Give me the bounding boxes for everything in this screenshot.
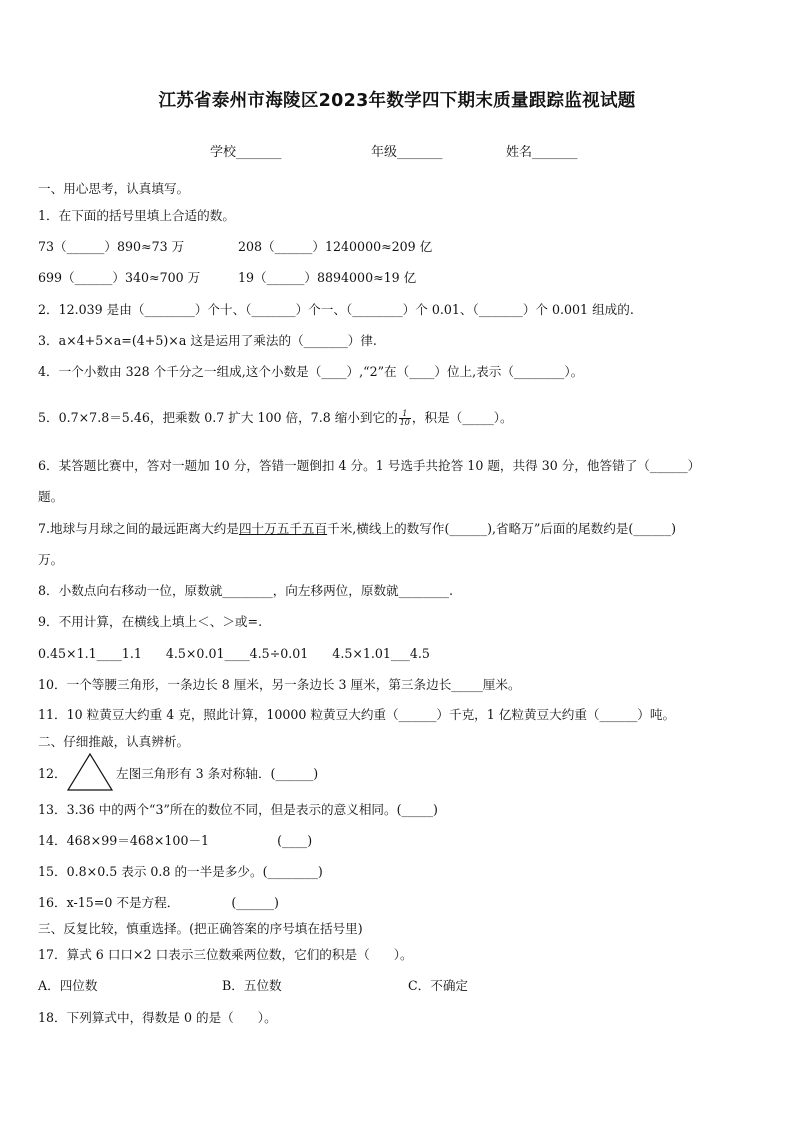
question-5 bbox=[38, 410, 513, 427]
question-12-number: 12． bbox=[38, 766, 67, 781]
question-9: 9．不用计算，在横线上填上＜、＞或=. bbox=[38, 614, 263, 629]
question-5-text-b: ，积是（_____）。 bbox=[411, 410, 513, 425]
question-17-option-b: B．五位数 bbox=[222, 978, 282, 993]
school-field: 学校_______ bbox=[210, 145, 282, 160]
question-16: 16．x-15=0 不是方程． (______) bbox=[38, 895, 279, 910]
question-10: 10．一个等腰三角形，一条边长 8 厘米，另一条边长 3 厘米，第三条边长_____厘米。 bbox=[38, 677, 521, 692]
section-1-heading: 一、用心思考，认真填写。 bbox=[38, 181, 190, 196]
name-field: 姓名_______ bbox=[506, 145, 578, 160]
question-7-underlined: 四十万五千五百 bbox=[238, 521, 328, 536]
fraction-numerator: 1 bbox=[399, 410, 411, 419]
section-3-heading: 三、反复比较，慎重选择。(把正确答案的序号填在括号里) bbox=[38, 921, 363, 936]
question-6-cont: 题。 bbox=[38, 489, 64, 504]
question-7-cont: 万。 bbox=[38, 552, 64, 567]
question-7-text-a: 7.地球与月球之间的最远距离大约是 bbox=[38, 521, 239, 536]
question-3: 3．a×4+5×a=(4+5)×a 这是运用了乘法的（_______）律. bbox=[38, 333, 377, 348]
triangle-figure bbox=[66, 752, 114, 792]
section-2-heading: 二、仔细推敲，认真辨析。 bbox=[38, 734, 190, 749]
question-1: 1．在下面的括号里填上合适的数。 bbox=[38, 208, 235, 223]
question-7 bbox=[38, 521, 676, 537]
question-17: 17．算式 6 口口×2 口表示三位数乘两位数，它们的积是（ ）。 bbox=[38, 947, 413, 962]
question-12: 左图三角形有 3 条对称轴．(______) bbox=[116, 766, 319, 781]
page-title: 江苏省泰州市海陵区2023年数学四下期末质量跟踪监视试题 bbox=[158, 91, 636, 111]
fraction-denominator: 10 bbox=[399, 418, 410, 427]
question-1d: 19（______）8894000≈19 亿 bbox=[238, 270, 417, 285]
question-6: 6．某答题比赛中，答对一题加 10 分，答错一题倒扣 4 分。1 号选手共抢答 10 题，共得 30 分，他答错了（______） bbox=[38, 458, 701, 473]
question-17-option-c: C．不确定 bbox=[408, 978, 469, 993]
question-5-text-a: 5．0.7×7.8＝5.46，把乘数 0.7 扩大 100 倍，7.8 缩小到它的 bbox=[38, 410, 398, 425]
question-18: 18．下列算式中，得数是 0 的是（ ）。 bbox=[38, 1010, 277, 1025]
question-1b: 208（______）1240000≈209 亿 bbox=[238, 239, 433, 254]
question-13: 13．3.36 中的两个“3”所在的数位不同，但是表示的意义相同。(_____) bbox=[38, 802, 438, 817]
question-17-option-a: A．四位数 bbox=[38, 978, 98, 993]
grade-field: 年级_______ bbox=[371, 145, 443, 160]
question-1a: 73（______）890≈73 万 bbox=[38, 239, 185, 254]
question-14: 14．468×99＝468×100－1 (____) bbox=[38, 833, 313, 848]
question-9-items: 0.45×1.1____1.1 4.5×0.01____4.5÷0.01 4.5×1.01___4.5 bbox=[38, 646, 430, 661]
question-8: 8．小数点向右移动一位，原数就________，向左移两位，原数就________. bbox=[38, 583, 454, 598]
question-1c: 699（______）340≈700 万 bbox=[38, 270, 201, 285]
question-4: 4．一个小数由 328 个千分之一组成,这个小数是（____）,“2”在（____）位上,表示（________）。 bbox=[38, 364, 584, 379]
fraction-one-tenth bbox=[399, 410, 411, 427]
question-15: 15．0.8×0.5 表示 0.8 的一半是多少。(________) bbox=[38, 864, 323, 879]
question-11: 11．10 粒黄豆大约重 4 克，照此计算，10000 粒黄豆大约重（______）千克，1 亿粒黄豆大约重（______）吨。 bbox=[38, 707, 676, 722]
question-7-text-b: 千米,横线上的数写作(______),省略万”后面的尾数约是(______) bbox=[327, 521, 677, 536]
question-2: 2．12.039 是由（________）个十、（_______）个一、（________）个 0.01、（_______）个 0.001 组成的. bbox=[38, 302, 634, 317]
